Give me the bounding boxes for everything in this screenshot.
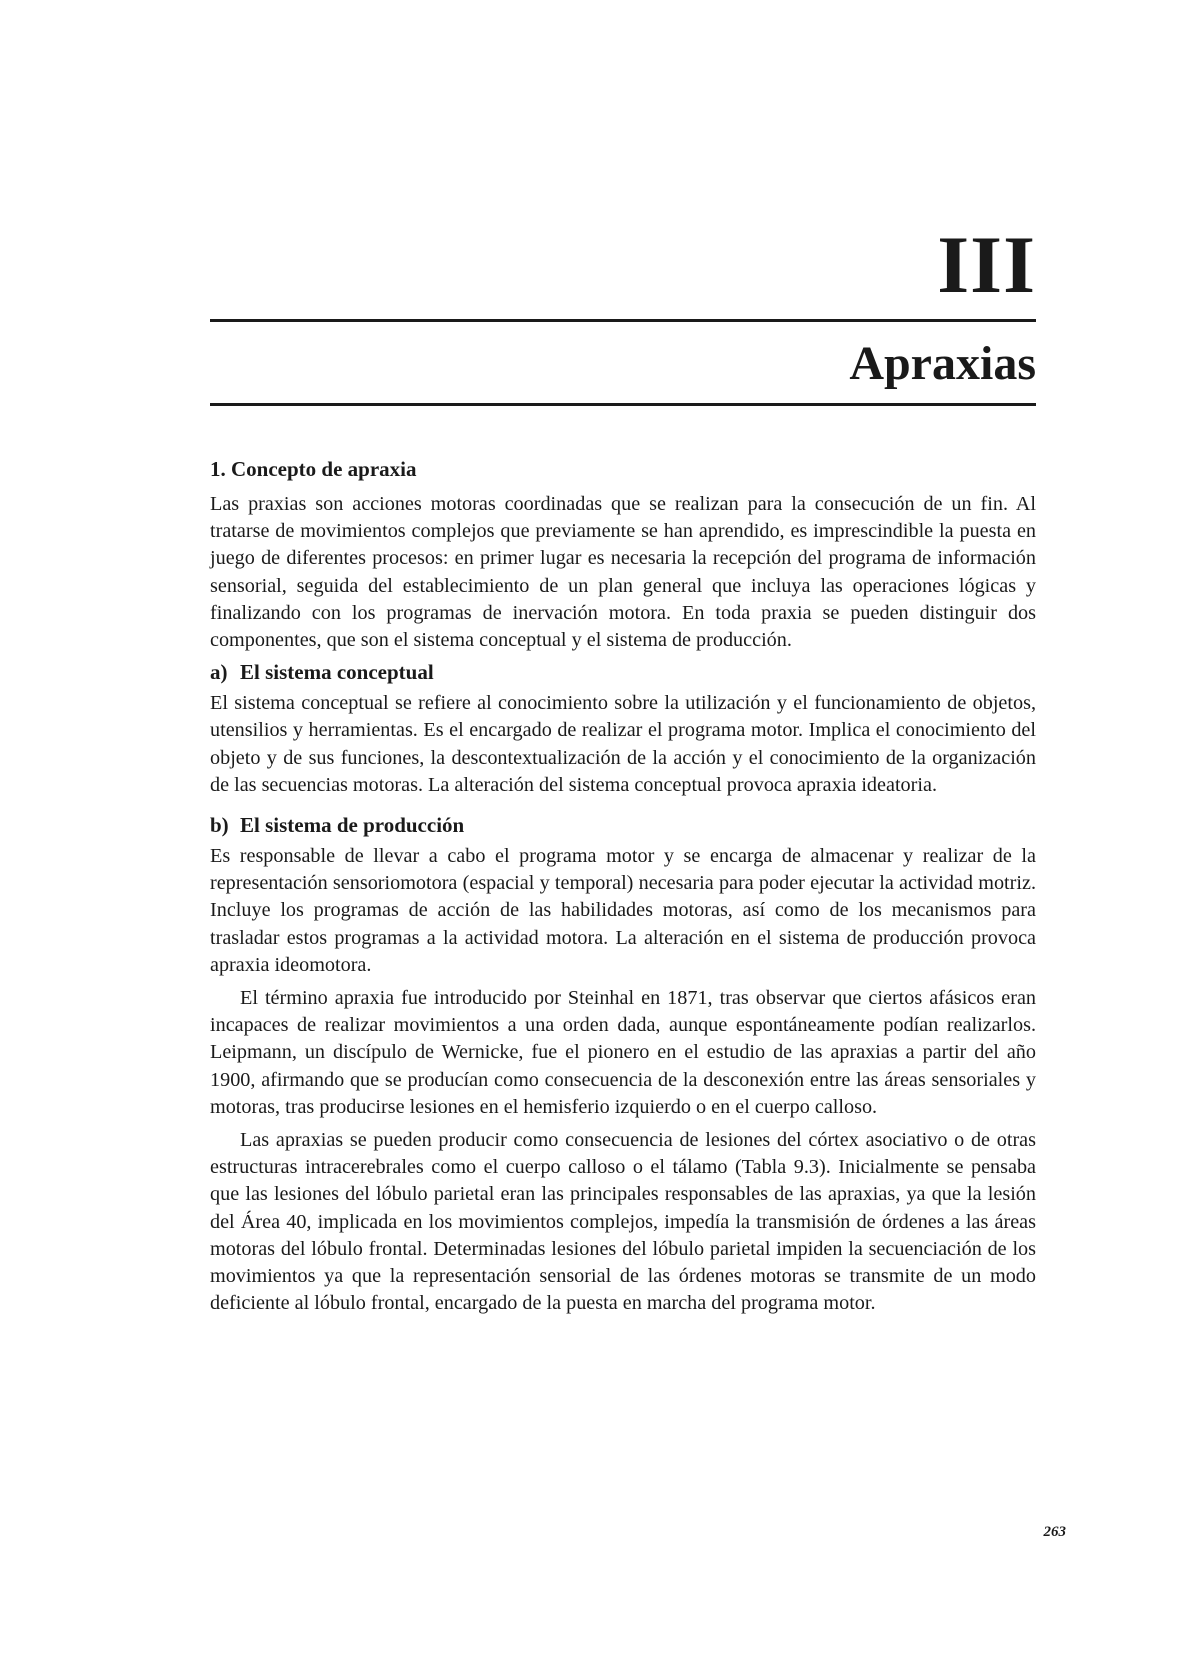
subsection-paragraph-production: Es responsable de llevar a cabo el programa motor y se encarga de almacenar y realizar de la representación sensoriomotora (espacial y temporal) necesaria para poder ejecutar la actividad motriz. Incluye los programas de acción de las habilidades motoras, así como de los mecanismos para trasladar estos programas a la actividad motora. La alteración en el sistema de producción provoca apraxia ideomotora. [210, 845, 1036, 976]
chapter-rule-bottom [210, 403, 1036, 406]
body-paragraph-lesions: Las apraxias se pueden producir como consecuencia de lesiones del córtex asociativo o de otras estructuras intracerebrales como el cuerpo calloso o el tálamo (Tabla 9.3). Inicialmente se pensaba que las lesiones del lóbulo parietal eran las principales responsables de las apraxias, ya que la lesión del Área 40, implicada en los movimientos complejos, impedía la transmisión de órdenes a las áreas motoras del lóbulo frontal. Determinadas lesiones del lóbulo parietal impiden la secuenciación de los movimientos ya que la representación sensorial de las órdenes motoras se transmite de un modo deficiente al lóbulo frontal, encargado de la puesta en marcha del programa motor. [210, 1129, 1036, 1315]
section-intro-paragraph: Las praxias son acciones motoras coordinadas que se realizan para la consecución de un fin. Al tratarse de movimientos complejos que previamente se han aprendido, es imprescindible la puesta en juego de diferentes procesos: en primer lugar es necesaria la recepción del programa de información sensorial, seguida del establecimiento de un plan general que incluya las operaciones lógicas y finalizando con los programas de inervación motora. En toda praxia se pueden distinguir dos componentes, que son el sistema conceptual y el sistema de producción. [210, 493, 1036, 652]
chapter-title: Apraxias [849, 337, 1036, 390]
subsection-heading-production [210, 811, 1036, 839]
body-paragraph-history: El término apraxia fue introducido por Steinhal en 1871, tras observar que ciertos afásicos eran incapaces de realizar movimientos a una orden dada, aunque espontáneamente podían realizarlos. Leipmann, un discípulo de Wernicke, fue el pionero en el estudio de las apraxias a partir del año 1900, afirmando que se producían como consecuencia de la desconexión entre las áreas sensoriales y motoras, tras producirse lesiones en el hemisferio izquierdo o en el cuerpo calloso. [210, 987, 1036, 1118]
subsection-label: b) [210, 813, 229, 838]
subsection-title: El sistema conceptual [240, 660, 434, 685]
chapter-rule-top [210, 319, 1036, 322]
page-content [210, 455, 1036, 1317]
subsection-label: a) [210, 660, 228, 685]
chapter-number: III [937, 219, 1036, 310]
section-heading: 1. Concepto de apraxia [210, 457, 417, 481]
subsection-paragraph-conceptual: El sistema conceptual se refiere al conocimiento sobre la utilización y el funcionamiento de objetos, utensilios y herramientas. Es el encargado de realizar el programa motor. Implica el conocimiento del objeto y de sus funciones, la descontextualización de la acción y el conocimiento de la organización de las secuencias motoras. La alteración del sistema conceptual provoca apraxia ideatoria. [210, 692, 1036, 796]
page-number: 263 [1043, 1524, 1066, 1540]
subsection-heading-conceptual [210, 658, 1036, 686]
subsection-title: El sistema de producción [240, 813, 465, 838]
